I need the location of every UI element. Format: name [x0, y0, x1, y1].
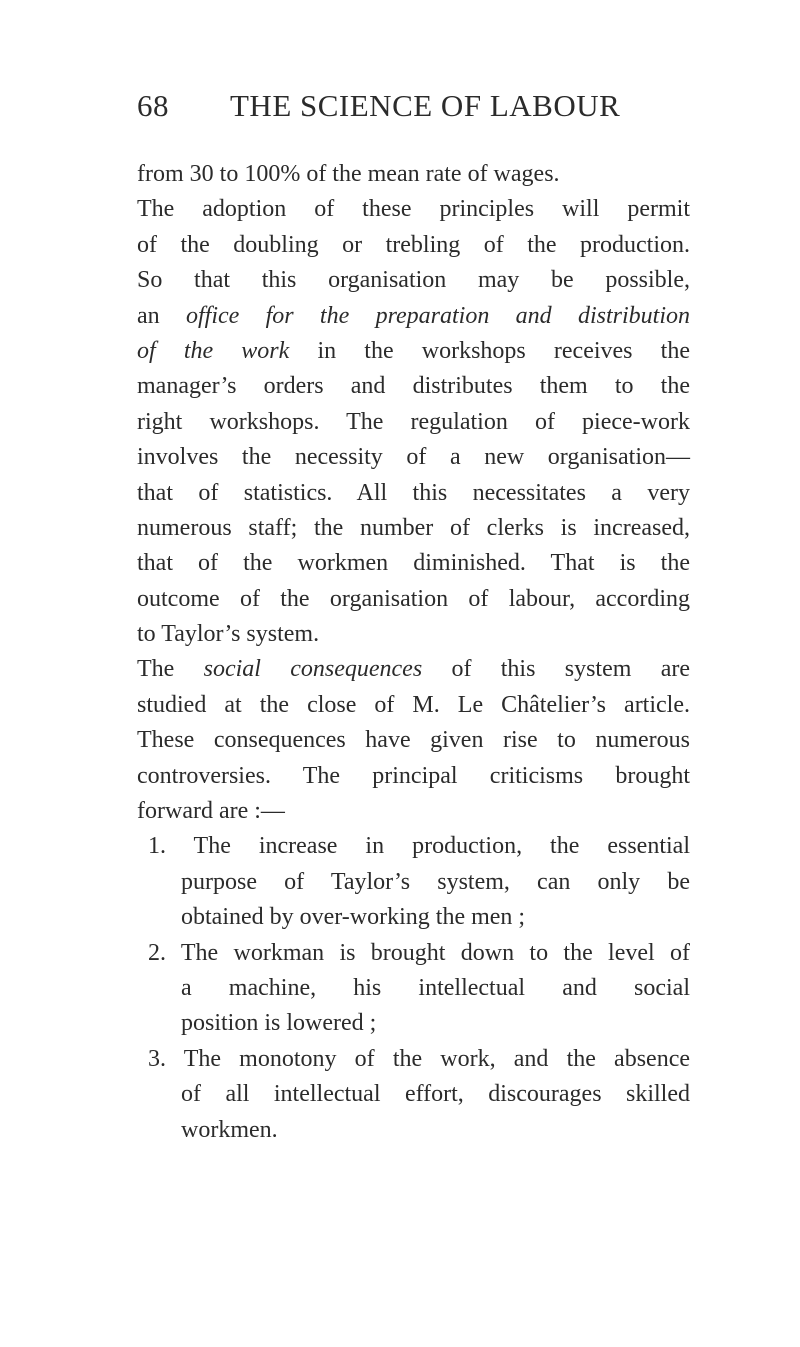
body-text — [137, 157, 690, 1148]
text-line — [137, 334, 690, 369]
text-line — [137, 1077, 690, 1112]
text-line — [137, 476, 690, 511]
text-line — [137, 405, 690, 440]
text-segment: position is lowered ; — [181, 1010, 377, 1037]
text-segment: a machine, his intellectual and social — [181, 974, 690, 1001]
text-segment: The adoption of these principles will permit — [137, 196, 690, 223]
text-line — [137, 1006, 690, 1041]
text-segment: controversies. The principal criticisms brought — [137, 762, 690, 789]
text-line — [137, 228, 690, 263]
text-line — [137, 723, 690, 758]
text-line — [137, 440, 690, 475]
text-line — [137, 617, 690, 652]
text-line — [137, 192, 690, 227]
text-segment: from 30 to 100% of the mean rate of wages. — [137, 161, 560, 187]
italic-text: office for the preparation and distribution — [185, 302, 691, 329]
italic-text: of the work — [137, 337, 290, 364]
text-line — [137, 652, 690, 687]
text-segment: an — [137, 302, 186, 329]
text-segment: workmen. — [181, 1116, 278, 1143]
text-segment: involves the necessity of a new organisation— — [137, 444, 690, 471]
text-line — [137, 829, 690, 864]
text-segment: 2. The workman is brought down to the level of — [148, 939, 690, 966]
text-line — [137, 794, 690, 829]
text-line — [137, 263, 690, 298]
text-segment: numerous staff; the number of clerks is increased, — [137, 514, 690, 541]
running-head — [137, 86, 657, 126]
text-line — [137, 157, 690, 192]
text-line — [137, 1113, 690, 1148]
text-segment: that of statistics. All this necessitates a very — [137, 479, 690, 506]
text-line — [137, 688, 690, 723]
text-segment: outcome of the organisation of labour, according — [137, 585, 690, 612]
text-segment: purpose of Taylor’s system, can only be — [181, 868, 690, 895]
text-line — [137, 582, 690, 617]
text-line — [137, 936, 690, 971]
text-segment: These consequences have given rise to numerous — [137, 727, 690, 754]
text-segment: that of the workmen diminished. That is the — [137, 550, 690, 577]
text-segment: of this system are — [422, 656, 690, 683]
text-segment: obtained by over-working the men ; — [181, 904, 526, 931]
text-line — [137, 759, 690, 794]
text-line — [137, 369, 690, 404]
text-line — [137, 865, 690, 900]
text-segment: to Taylor’s system. — [137, 621, 320, 648]
text-line — [137, 511, 690, 546]
italic-text: social consequences — [203, 656, 423, 683]
text-segment: 3. The monotony of the work, and the absence — [148, 1045, 690, 1072]
text-line — [137, 299, 690, 334]
text-segment: 1. The increase in production, the essential — [148, 833, 690, 860]
text-segment: So that this organisation may be possible, — [137, 267, 690, 294]
text-line — [137, 900, 690, 935]
text-segment: The — [137, 656, 204, 683]
text-segment: forward are :— — [137, 798, 285, 825]
text-segment: studied at the close of M. Le Châtelier’s article. — [137, 691, 690, 718]
text-segment: in the workshops receives the — [289, 337, 690, 364]
text-line — [137, 1042, 690, 1077]
text-segment: right workshops. The regulation of piece-work — [137, 408, 690, 435]
text-segment: of the doubling or trebling of the production. — [137, 231, 690, 258]
text-segment: manager’s orders and distributes them to the — [137, 373, 690, 400]
text-line — [137, 971, 690, 1006]
text-segment: of all intellectual effort, discourages skilled — [181, 1081, 690, 1108]
page-number: 68 — [137, 88, 169, 123]
text-line — [137, 546, 690, 581]
running-title: THE SCIENCE OF LABOUR — [230, 88, 621, 123]
